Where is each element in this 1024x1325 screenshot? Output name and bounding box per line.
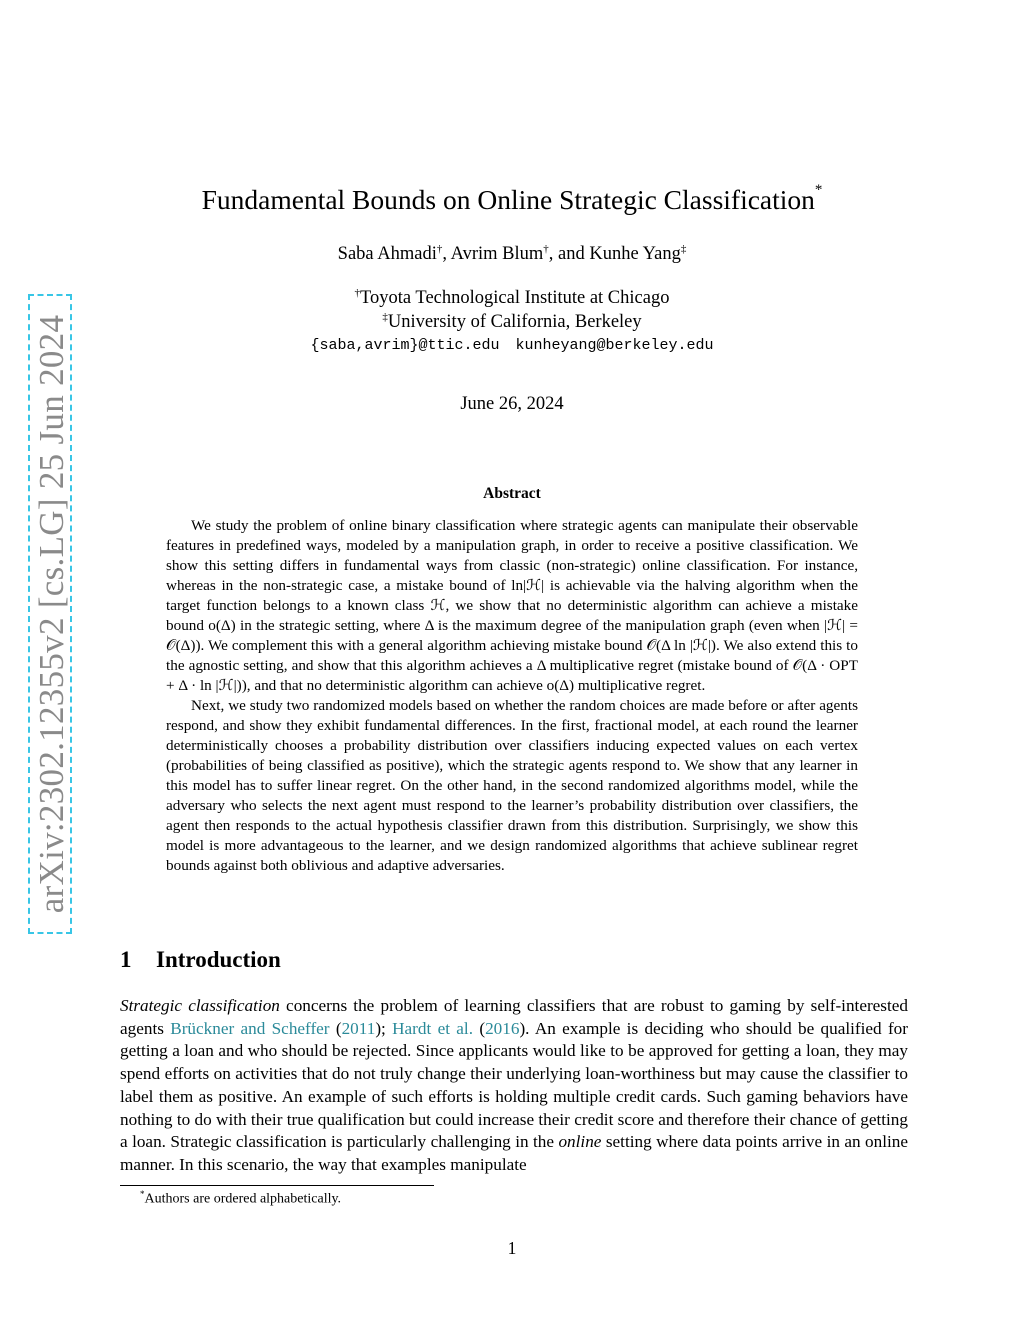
author-mark: † [436,243,443,255]
abstract-heading: Abstract [483,485,541,502]
footnote-mark: * [140,1189,145,1199]
citation-link[interactable]: Hardt et al. [392,1018,474,1038]
footnote-rule [120,1185,434,1186]
section-heading [120,947,281,973]
title-footnote-mark: * [814,182,823,198]
footnote [140,1189,341,1208]
email-address[interactable]: {saba,avrim}@ttic.edu [310,337,500,354]
introduction-text [120,995,908,1177]
abstract-paragraph: Next, we study two randomized models based on whether the random choices are made before or after agents respond, and show they exhibit fundamental differences. In the first, fractional model, at each round the learner deterministically chooses a probability distribution over classifiers inducing expected values on each vertex (probabilities of being classified as positive), which the strategic agents respond to. We show that any learner in this model has to suffer linear regret. On the other hand, in the second randomized algorithms model, while the adversary who selects the next agent must respond to the learner’s probability distribution over classifiers, the agent then responds to the actual hypothesis classifier drawn from this distribution. Surprisingly, we show this model is more advantageous to the learner, and we design randomized algorithms that achieve sublinear regret bounds against both oblivious and adaptive adversaries. [166,697,858,874]
footnote-text: Authors are ordered alphabetically. [144,1191,342,1207]
abstract-paragraph: We study the problem of online binary classification where strategic agents can manipulate their observable features in predefined ways, modeled by a manipulation graph, in order to receive a positive classification. We show this setting differs in fundamental ways from classic (non-strategic) online classification. For instance, whereas in the non-strategic case, a mistake bound of ln|ℋ| is achievable via the halving algorithm when the target function belongs to a known class ℋ, we show that no deterministic algorithm can achieve a mistake bound o(Δ) in the strategic setting, where Δ is the maximum degree of the manipulation graph (even when |ℋ| = 𝒪(Δ)). We complement this with a general algorithm achieving mistake bound 𝒪(Δ ln |ℋ|). We also extend this to the agnostic setting, and show that this algorithm achieves a Δ multiplicative regret (mistake bound of 𝒪(Δ · OPT + Δ · ln |ℋ|)), and that no deterministic algorithm can achieve o(Δ) multiplicative regret. [166,517,858,694]
author-list: Saba Ahmadi†, Avrim Blum†, and Kunhe Yang‡ [337,243,687,265]
affiliation-mark: † [354,287,361,299]
paper-title [0,184,1024,216]
page-number: 1 [507,1238,517,1258]
body-text-run: concerns the problem of learning classifiers that are robust to gaming by self-interested agents [120,996,908,1038]
title-text: Fundamental Bounds on Online Strategic Classification [201,184,815,215]
arxiv-identifier-stamp: arXiv:2302.12355v2 [cs.LG] 25 Jun 2024 [28,294,72,934]
body-text-run: . An example is deciding who should be qualified for getting a loan and who should be rejected. Since applicants would like to be approved for getting a loan, they may spend efforts on activities that do not truly change their underlying loan-worthiness but may cause the classifier to label them as positive. An example of such efforts is holding multiple credit cards. Such gaming behaviors have nothing to do with their true qualification but could increase their credit score and therefore their chance of getting a loan. Strategic classification is particularly challenging in the [120,1018,908,1152]
affiliation-name: Toyota Technological Institute at Chicago [360,288,670,309]
citation-year-link[interactable]: 2016 [485,1018,520,1038]
section-title: Introduction [156,947,281,972]
body-text-run: setting where data points arrive in an online manner. In this scenario, the way that examples manipulate [120,1132,909,1174]
publication-date: June 26, 2024 [460,394,564,414]
email-address[interactable]: kunheyang@berkeley.edu [515,337,714,354]
author-mark: † [543,243,549,255]
affiliation-mark: ‡ [382,311,388,323]
citation-link[interactable]: Brückner and Scheffer [170,1018,330,1038]
citation-year-link[interactable]: 2011 [341,1018,376,1038]
affiliation [0,311,1024,333]
author-name: Kunhe Yang [589,244,681,265]
section-number: 1 [120,947,132,972]
author-mark: ‡ [680,243,687,255]
affiliation [0,287,1024,309]
affiliation-name: University of California, Berkeley [387,312,642,333]
emphasized-term: Strategic classification [120,996,280,1015]
body-paragraph: Strategic classification concerns the problem of learning classifiers that are robust to gaming by self-interested agents Brückner and Scheffer (2011); Hardt et al. (2016). An example is deciding who should be qualified for getting a loan and who should be rejected. Since applicants would like to be approved for getting a loan, they may spend efforts on activities that do not truly change their underlying loan-worthiness but may cause the classifier to label them as positive. An example of such efforts is holding multiple credit cards. Such gaming behaviors have nothing to do with their true qualification but could increase their credit score and therefore their chance of getting a loan. Strategic classification is particularly challenging in the online setting where data points arrive in an online manner. In this scenario, the way that examples manipulate [120,996,909,1174]
author-name: Avrim Blum [450,244,544,265]
author-emails [0,337,1024,354]
author-name: Saba Ahmadi [337,244,437,265]
emphasized-term: online [558,1132,602,1152]
abstract [166,516,858,876]
